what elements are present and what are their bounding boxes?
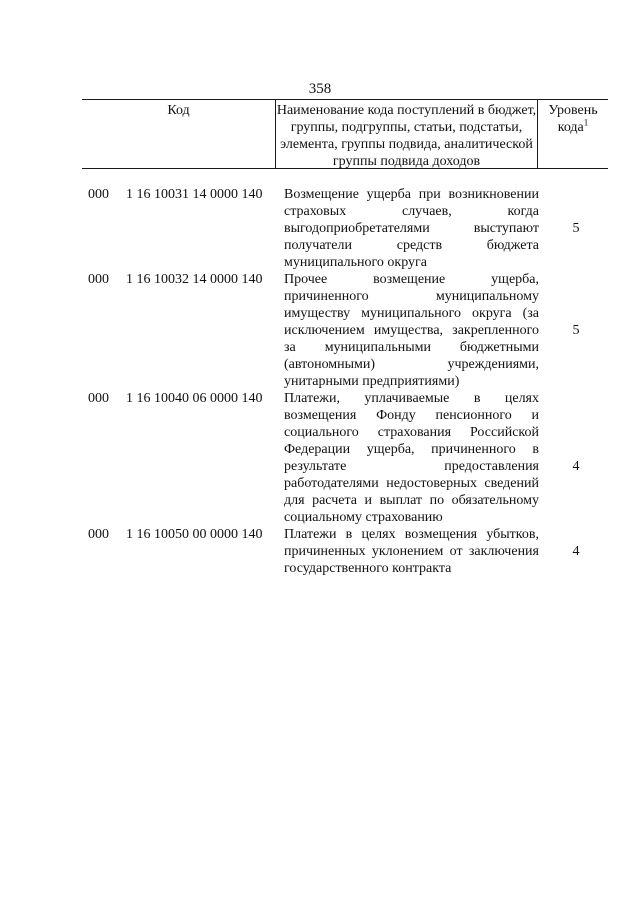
row-admin-code: 000 [88,527,109,542]
table-row [0,526,640,577]
row-admin-code: 000 [88,391,109,406]
table-row [0,390,640,526]
row-income-code: 1 16 10032 14 0000 140 [126,272,263,287]
row-name: Платежи, уплачиваемые в целях возмещения Фонду пенсионного и социального страхования Российской Федерации ущерба, причиненного в результате предоставления работодателями недостоверных сведений для расчета и выплат по обязательному социальному страхованию [284,391,539,525]
row-admin-code: 000 [88,272,109,287]
table-header [82,99,608,169]
row-name: Платежи в целях возмещения убытков, причиненных уклонением от заключения государственного контракта [284,527,539,576]
header-level-label: Уровень кода [548,103,598,135]
page-number: 358 [308,81,332,97]
row-income-code: 1 16 10050 00 0000 140 [126,527,263,542]
row-level: 5 [572,323,580,338]
table-row [0,186,640,271]
row-name: Прочее возмещение ущерба, причиненного муниципальному имуществу муниципального округа (за исключением имущества, закрепленного за муниципальными бюджетными (автономными) учреждениями, унитарными предприятиями) [284,272,539,389]
row-income-code: 1 16 10040 06 0000 140 [126,391,263,406]
row-income-code: 1 16 10031 14 0000 140 [126,187,263,202]
header-code: Код [82,100,276,168]
row-level: 4 [572,544,580,559]
table-body [0,186,640,577]
row-level: 4 [572,459,580,474]
header-level-footnote: 1 [583,117,589,128]
row-admin-code: 000 [88,187,109,202]
header-name: Наименование кода поступлений в бюджет, группы, подгруппы, статьи, подстатьи, элемента, группы подвида, аналитической группы подвида доходов [276,100,538,168]
row-name: Возмещение ущерба при возникновении страховых случаев, когда выгодоприобретателями выступают получатели средств бюджета муниципального округа [284,187,539,270]
row-level: 5 [572,221,580,236]
table-row [0,271,640,390]
header-level [538,100,608,168]
